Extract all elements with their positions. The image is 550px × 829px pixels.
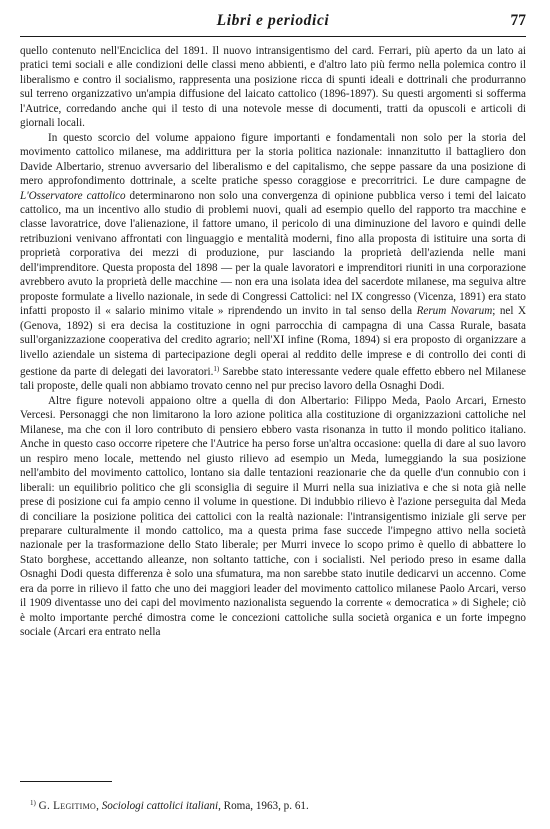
page-number: 77 [510, 12, 526, 29]
footnote-marker: 1) [30, 799, 36, 807]
footnote-details: , Roma, 1963, p. 61. [218, 800, 309, 812]
footnote-reference[interactable]: 1) [213, 364, 220, 373]
paragraph-3 [20, 394, 526, 640]
paragraph-1 [20, 44, 526, 131]
footnote: $^{1)}$ G. Legitimo, Sociologi cattolici italiani, Roma, 1963, p. 61. [30, 799, 309, 812]
page-header [20, 8, 526, 36]
paragraph-1-text: quello contenuto nell'Enciclica del 1891. Il nuovo intransigentismo del card. Ferrari, più aperto da un lato ai pratici temi sociali e alle condizioni delle classi meno abbienti, e d'altro lato più fermo nella polemica contro il liberalismo e contro il socialismo, rappresenta una posizione ricca di spunti ideali e dottrinali che produrranno sul terreno organizzativo un'ampia diffusione del laicato cattolico (1896-1897). Su questi argomenti si sofferma l'Autrice, corredando anche qui il testo di una notevole messe di documenti, tratti da opuscoli e articoli di giornali locali. [20, 45, 526, 130]
body-text [20, 44, 526, 640]
running-head: Libri e periodici [216, 12, 330, 29]
newspaper-title: L'Osservatore cattolico [20, 189, 126, 202]
footnote-rule [20, 781, 112, 782]
paragraph-2-text-a: In questo scorcio del volume appaiono figure importanti e fondamentali non solo per la storia del movimento cattolico milanese, ma addirittura per la storia politica nazionale: innanzitutto il battagliero don Davide Albertario, strenuo avversario del liberalismo e del capitalismo, che seppe passare da una posizione di mero approfondimento dottrinale, a scelte pratiche spesso coraggiose e precorritrici. Le dure campagne de [20, 131, 526, 188]
header-rule [20, 36, 526, 37]
paragraph-2-text-c: ; nel X (Genova, 1892) si era decisa la costituzione in ogni parrocchia di campagna di una Cassa Rurale, basata sull'organizzazione cooperativa del credito agrario; nell'XI infine (Roma, 1894) si era proposto di organizzare a livello aziendale un sistema di partecipazione degli operai al reddito delle imprese e di controllo dei conti di gestione da parte di delegati dei lavoratori. [20, 305, 527, 378]
encyclical-title: Rerum Novarum [416, 305, 493, 318]
paragraph-2-text-b: determinarono non solo una convergenza di opinione pubblica verso i temi del laicato cattolico, ma un incentivo allo studio di problemi nuovi, quali ad esempio quello del rapporto tra macchine e classe lavoratrice, dove l'alienazione, il fattore umano, il pericolo di una diminuzione del lavoro e quindi delle retribuzioni venivano affrontati con linguaggio e mentalità moderni, fino alla proposta di istituire una sorta di proprietà corporativa dei mezzi di produzione, pur lasciando la proprietà dell'azienda nelle mani dell'imprenditore. Questa proposta del 1898 — per la quale lavoratori e imprenditori riuniti in una corporazione avrebbero avuto la proprietà delle macchine — non era una isolata idea del sacerdote milanese, ma seguiva altre proposte formulate a livello nazionale, in sede di Congressi Cattolici: nel IX congresso (Vicenza, 1891) era stato infatti proposto il « salario minimo vitale » riprendendo un invito in tal senso della [20, 189, 526, 318]
footnote-author: G. Legitimo [38, 800, 97, 812]
paragraph-3-text: Altre figure notevoli appaiono oltre a quella di don Albertario: Filippo Meda, Paolo Arcari, Ernesto Vercesi. Personaggi che non limitarono la loro azione politica alla costituzione di organizzazioni cattoliche nel Milanese, ma che con il loro contributo di pensiero ebbero vasta risonanza in tutto il mondo politico italiano. Anche in questo caso occorre ripetere che l'Autrice ha perso forse un'altra occasione: quella di dare al suo lavoro un respiro meno locale, mettendo nel giusto rilievo ad esempio un Meda, lumeggiando la sua posizione nell'ambito del movimento cattolico, lontano sia dalle tentazioni reazionarie che da quelle d'un connubio con i liberali: un equilibrio politico che gli sconsiglia di seguire il Murri nella sua iniziativa e che si nota già nelle prese di posizione cui fa ampio cenno il volume in questione. Di indubbio rilievo è l'azione perseguita dal Meda di conciliare la posizione politica dei cattolici con la realtà nazionale: l'intransigentismo iniziale gli serve per preparare culturalmente il mondo cattolico, ma a questa prima fase succede l'impegno attivo nella società nazionale per la trasformazione dello Stato liberale; per Murri invece lo scopo primo è quello di abbattere lo Stato borghese, accettando alleanze, non soltanto tattiche, con i socialisti. Nel periodo preso in esame dalla Osnaghi Dodi questa differenza è solo una sfumatura, ma non sarebbe stato inutile dedicarvi un accenno. Come era da porre in rilievo il fatto che uno dei maggiori leader del movimento cattolico milanese Paolo Arcari, verso il 1909 diventasse uno dei capi del movimento nazionalista seguendo la corrente « democratica » di Sighele; ciò è molto importante perché dimostra come le concezioni cattoliche sulla società organica e un forte impegno sociale (Arcari era entrato nella [20, 394, 526, 639]
footnote-title: Sociologi cattolici italiani [101, 800, 219, 812]
paragraph-2-text-d: Sarebbe stato interessante vedere quale effetto ebbero nel Milanese tali proposte, delle quali non abbiamo trovato cenno nel pur preciso lavoro della Osnaghi Dodi. [20, 365, 526, 393]
paragraph-2 [20, 131, 526, 394]
